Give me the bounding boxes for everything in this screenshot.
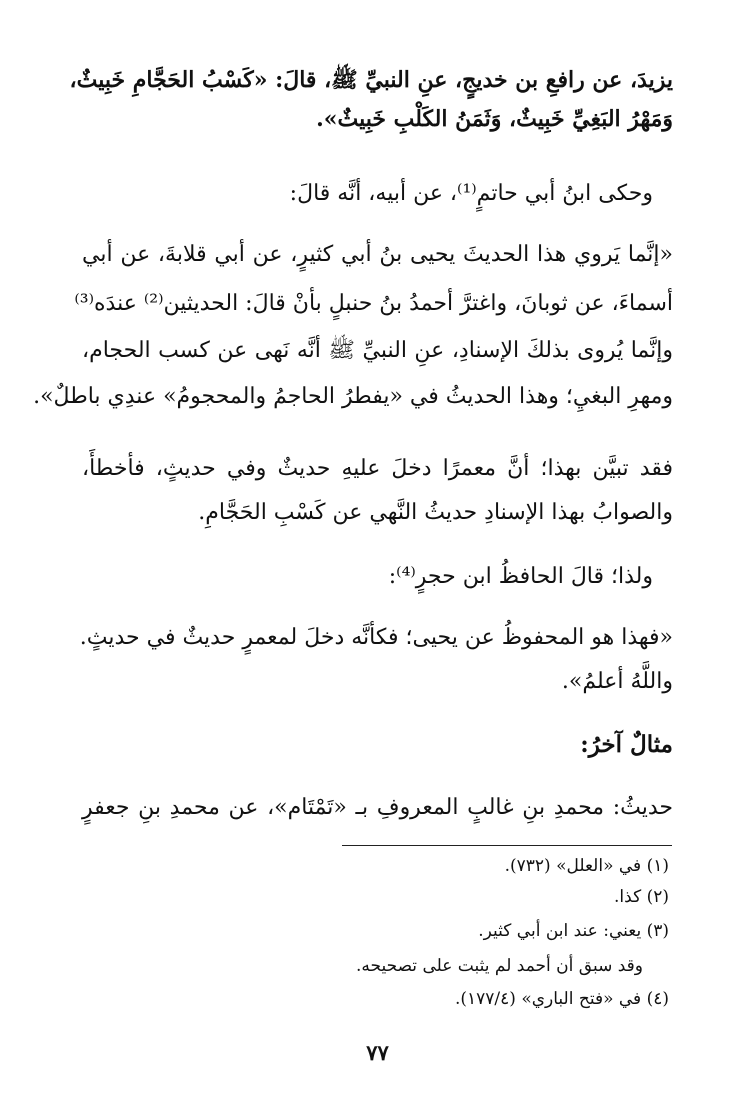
text-line-1: يزيدَ، عن رافعِ بن خديجٍ، عنِ النبيِّ ﷺ، قالَ: «كَسْبُ الحَجَّامِ خَبِيثٌ،	[69, 67, 673, 93]
footnote-2: (٢) كذا.	[614, 887, 669, 907]
text-line-4: «إنَّما يَروي هذا الحديثَ يحيى بنُ أبي كثيرٍ، عن أبي قلابةَ، عن أبي	[82, 242, 673, 267]
text-line-3: وحكى ابنُ أبي حاتمٍ⁽¹⁾، عن أبيه، أنَّه قالَ:	[289, 181, 653, 206]
text-line-7: ومهرِ البغيِ؛ وهذا الحديثُ في «يفطرُ الحاجمُ والمحجومُ» عندِي باطلٌ».	[33, 384, 673, 409]
text-line-12: واللَّهُ أعلمُ».	[561, 669, 673, 694]
text-line-13: حديثُ: محمدِ بنِ غالبٍ المعروفِ بـ «تَمْتَام»، عن محمدِ بنِ جعفرٍ	[82, 795, 673, 820]
footnote-separator	[342, 845, 672, 846]
footnote-4: (٤) في «فتح الباري» (١٧٧/٤).	[454, 989, 669, 1009]
text-line-2: وَمَهْرُ البَغِيِّ خَبِيثٌ، وَثَمَنُ الكَلْبِ خَبِيثٌ».	[316, 106, 673, 132]
text-line-8: فقد تبيَّن بهذا؛ أنَّ معمرًا دخلَ عليهِ حديثٌ وفي حديثٍ، فأخطأَ،	[82, 456, 673, 481]
footnote-3: (٣) يعني: عند ابن أبي كثير.	[478, 921, 669, 941]
footnote-1: (١) في «العلل» (٧٣٢).	[504, 856, 669, 876]
text-line-10: ولذا؛ قالَ الحافظُ ابن حجرٍ⁽⁴⁾:	[388, 564, 653, 589]
footnote-3-continued: وقد سبق أن أحمد لم يثبت على تصحيحه.	[355, 956, 643, 976]
text-line-11: «فهذا هو المحفوظُ عن يحيى؛ فكأنَّه دخلَ لمعمرٍ حديثٌ في حديثٍ.	[79, 625, 673, 650]
page-number: ٧٧	[366, 1040, 389, 1065]
text-line-9: والصوابُ بهذا الإسنادِ حديثُ النَّهي عن كَسْبِ الحَجَّامِ.	[198, 500, 673, 525]
section-heading: مثالٌ آخرُ:	[580, 731, 673, 758]
text-line-6: وإنَّما يُروى بذلكَ الإسنادِ، عنِ النبيِّ ﷺ أنَّه نَهى عن كسب الحجام،	[82, 338, 673, 363]
text-line-5: أسماءَ، عن ثوبانَ، واغترَّ أحمدُ بنُ حنبلٍ بأنْ قالَ: الحديثين⁽²⁾ عندَه⁽³⁾	[74, 291, 673, 316]
